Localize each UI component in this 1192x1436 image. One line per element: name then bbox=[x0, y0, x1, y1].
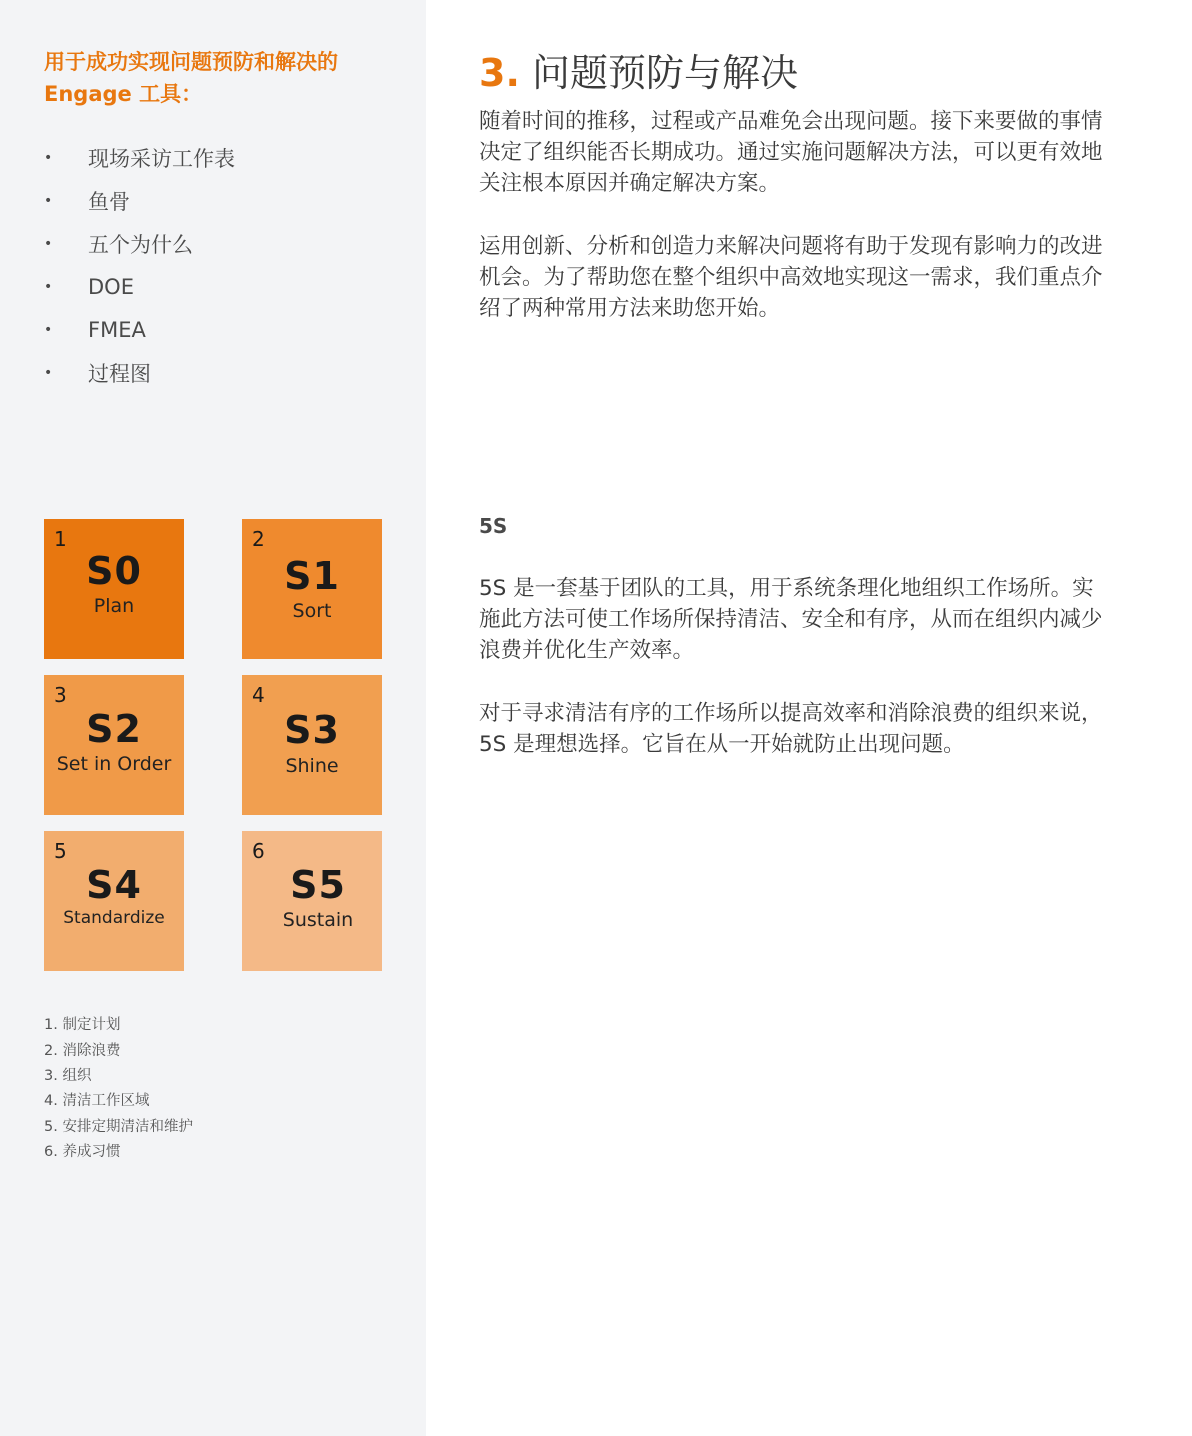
tile-s5 bbox=[242, 831, 382, 971]
list-item: 6. 养成习惯 bbox=[44, 1144, 121, 1161]
tile-s4 bbox=[44, 831, 184, 971]
bullet-icon: • bbox=[44, 278, 53, 295]
tile-name: Plan bbox=[93, 595, 135, 617]
steps-list bbox=[44, 1011, 193, 1163]
section-paragraph-2: 对于寻求清洁有序的工作场所以提高效率和消除浪费的组织来说，5S 是理想选择。它旨在从一开始就防止出现问题。 bbox=[479, 701, 1103, 757]
list-item bbox=[44, 222, 235, 265]
bullet-icon: • bbox=[44, 192, 53, 209]
bullet-icon: • bbox=[44, 235, 53, 252]
tile-name: Shine bbox=[285, 755, 339, 777]
bullet-icon: • bbox=[44, 149, 53, 166]
tile-name: Set in Order bbox=[56, 753, 172, 775]
tile-name: Sustain bbox=[282, 909, 354, 931]
tile-number: 4 bbox=[252, 683, 265, 707]
page-title bbox=[479, 42, 798, 97]
bullet-icon: • bbox=[44, 364, 53, 381]
tool-label: 鱼骨 bbox=[88, 189, 130, 214]
sidebar bbox=[0, 0, 426, 1436]
tile-code: S1 bbox=[284, 554, 340, 598]
tile-name: Standardize bbox=[63, 908, 165, 928]
tool-label: 现场采访工作表 bbox=[88, 146, 235, 171]
list-item: 2. 消除浪费 bbox=[44, 1042, 121, 1059]
tile-code: S4 bbox=[86, 863, 142, 907]
tools-heading: 用于成功实现问题预防和解决的 Engage 工具： bbox=[44, 50, 338, 106]
title-number: 3. bbox=[479, 51, 520, 95]
tile-number: 2 bbox=[252, 527, 265, 551]
tile-code: S3 bbox=[284, 708, 340, 752]
list-item: 1. 制定计划 bbox=[44, 1017, 121, 1034]
tile-code: S0 bbox=[86, 549, 142, 593]
list-item bbox=[44, 179, 235, 222]
list-item bbox=[44, 136, 235, 179]
section-heading: 5S bbox=[479, 514, 508, 538]
tool-label: 五个为什么 bbox=[88, 232, 193, 257]
tile-number: 3 bbox=[54, 683, 67, 707]
title-text: 问题预防与解决 bbox=[531, 51, 798, 95]
list-item bbox=[44, 265, 235, 308]
tools-list bbox=[44, 136, 235, 394]
tile-number: 5 bbox=[54, 839, 67, 863]
tile-s2 bbox=[44, 675, 184, 815]
tool-label: DOE bbox=[88, 274, 134, 299]
intro-paragraph: 随着时间的推移，过程或产品难免会出现问题。接下来要做的事情决定了组织能否长期成功。通过实施问题解决方法，可以更有效地关注根本原因并确定解决方案。 bbox=[479, 109, 1103, 196]
list-item: 3. 组织 bbox=[44, 1067, 92, 1084]
tile-s0 bbox=[44, 519, 184, 659]
section-paragraph: 5S 是一套基于团队的工具，用于系统条理化地组织工作场所。实施此方法可使工作场所保持清洁、安全和有序，从而在组织内减少浪费并优化生产效率。 bbox=[479, 576, 1103, 663]
tile-s1 bbox=[242, 519, 382, 659]
bullet-icon: • bbox=[44, 321, 53, 338]
tile-name: Sort bbox=[292, 600, 332, 622]
tool-label: 过程图 bbox=[88, 361, 151, 386]
list-item: 4. 清洁工作区域 bbox=[44, 1093, 150, 1110]
list-item bbox=[44, 308, 235, 351]
tile-number: 1 bbox=[54, 527, 67, 551]
list-item bbox=[44, 351, 235, 394]
tile-number: 6 bbox=[252, 839, 265, 863]
tile-s3 bbox=[242, 675, 382, 815]
tool-label: FMEA bbox=[88, 317, 146, 342]
list-item: 5. 安排定期清洁和维护 bbox=[44, 1118, 193, 1135]
tile-code: S2 bbox=[86, 707, 142, 751]
tile-code: S5 bbox=[290, 863, 346, 907]
intro-paragraph-2: 运用创新、分析和创造力来解决问题将有助于发现有影响力的改进机会。为了帮助您在整个组织中高效地实现这一需求，我们重点介绍了两种常用方法来助您开始。 bbox=[479, 234, 1103, 321]
